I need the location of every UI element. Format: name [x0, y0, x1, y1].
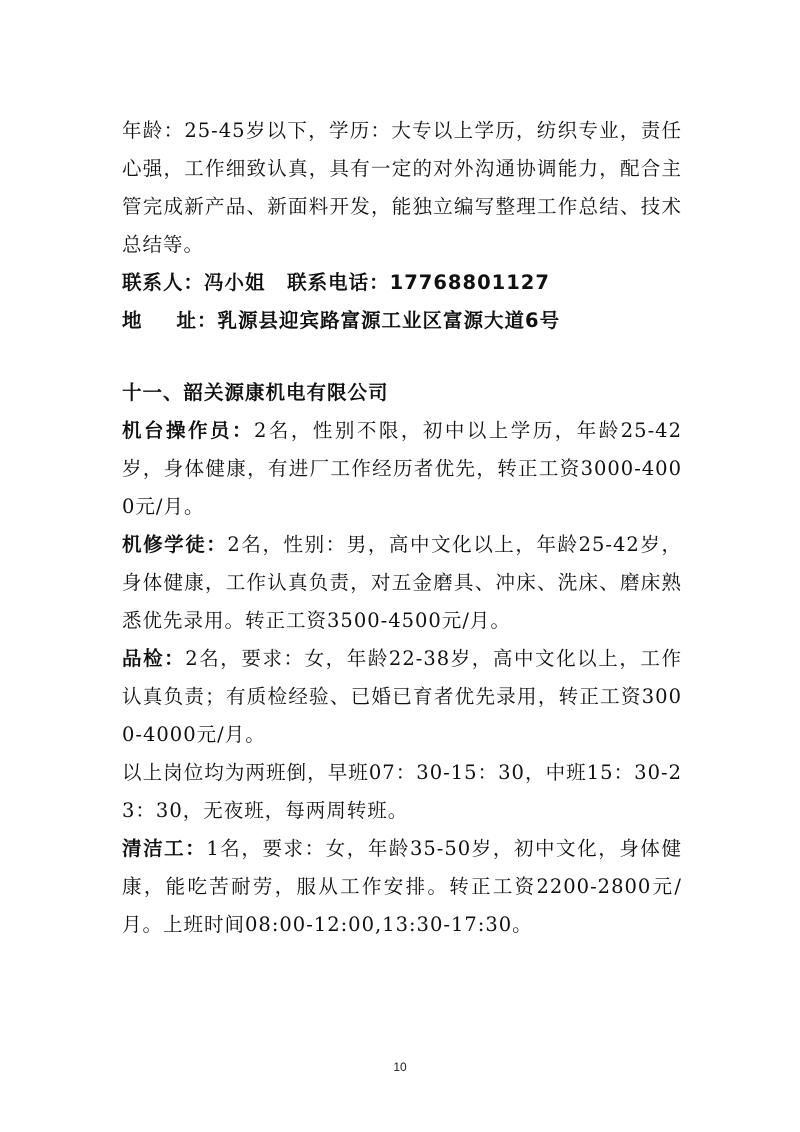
job-desc: 2名，性别：男，高中文化以上，年龄25-42岁，身体健康，工作认真负责，对五金磨具、冲床、洗床、磨床熟悉优先录用。转正工资3500-4500元/月。 — [122, 533, 682, 632]
job-title: 品检： — [122, 647, 186, 670]
page-number: 10 — [393, 1060, 407, 1074]
intro-paragraph — [122, 112, 682, 264]
address-label-part1: 地 — [122, 309, 143, 332]
address-line — [122, 302, 682, 340]
contact-phone-label: 联系电话： — [287, 271, 390, 294]
intro-text: 年龄：25-45岁以下，学历：大专以上学历，纺织专业，责任心强，工作细致认真，具有一定的对外沟通协调能力，配合主管完成新产品、新面料开发，能独立编写整理工作总结、技术总结等。 — [122, 119, 682, 256]
job-title: 清洁工： — [122, 837, 207, 860]
document-page — [122, 112, 682, 944]
contact-line — [122, 264, 682, 302]
address-label-part2: 址： — [176, 309, 218, 332]
job-title: 机台操作员： — [122, 419, 254, 442]
job-mechanic-apprentice — [122, 526, 682, 640]
contact-person-label: 联系人： — [122, 271, 205, 294]
job-quality-inspector — [122, 640, 682, 754]
job-cleaner — [122, 830, 682, 944]
job-desc: 2名，要求：女，年龄22-38岁，高中文化以上，工作认真负责；有质检经验、已婚已育者优先录用，转正工资3000-4000元/月。 — [122, 647, 682, 746]
job-desc: 2名，性别不限，初中以上学历，年龄25-42岁，身体健康，有进厂工作经历者优先，转正工资3000-4000元/月。 — [122, 419, 682, 518]
company-title-text: 十一、韶关源康机电有限公司 — [122, 381, 389, 404]
job-machine-operator — [122, 412, 682, 526]
shift-note-text: 以上岗位均为两班倒，早班07：30-15：30，中班15：30-23：30，无夜班，每两周转班。 — [122, 761, 682, 822]
job-title: 机修学徒： — [122, 533, 228, 556]
contact-person-value: 冯小姐 — [204, 271, 266, 294]
job-desc: 1名，要求：女，年龄35-50岁，初中文化，身体健康，能吃苦耐劳，服从工作安排。转正工资2200-2800元/月。上班时间08:00-12:00,13:30-17:30。 — [122, 837, 682, 936]
address-value: 乳源县迎宾路富源工业区富源大道6号 — [217, 309, 561, 332]
contact-phone-value: 17768801127 — [389, 271, 550, 294]
shift-note — [122, 754, 682, 830]
company-title — [122, 374, 682, 412]
